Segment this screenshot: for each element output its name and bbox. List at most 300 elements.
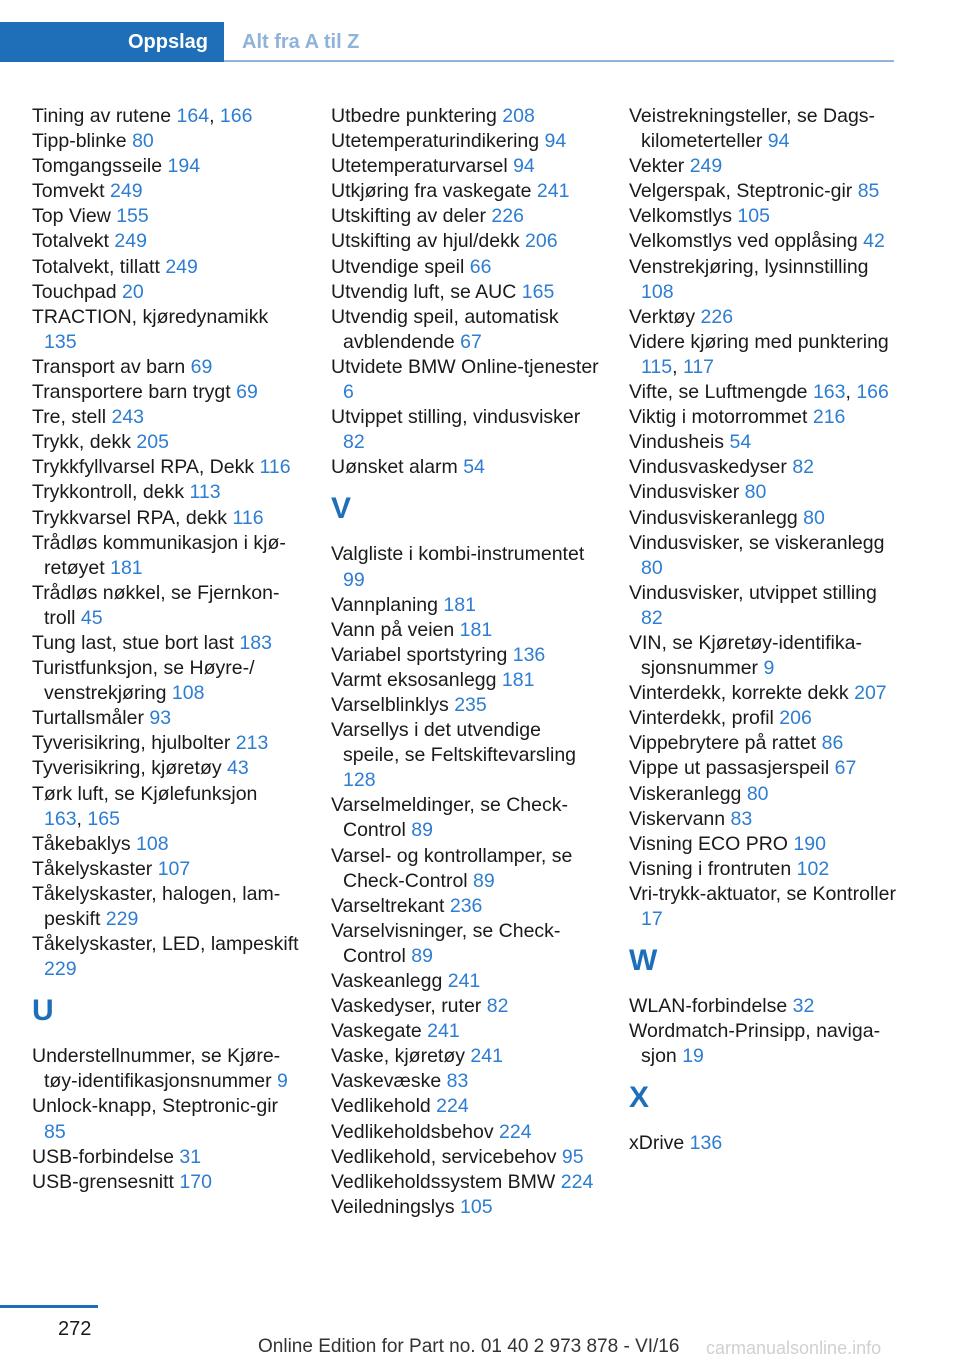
index-entry xyxy=(32,280,300,305)
index-term: Tyverisikring, hjulbolter xyxy=(32,732,236,755)
index-term: Wordmatch-Prinsipp, navigasjon xyxy=(629,1020,881,1068)
page-link[interactable]: 113 xyxy=(189,481,221,504)
index-entry xyxy=(331,255,599,280)
index-term: Utbedre punktering xyxy=(331,105,503,127)
index-term: Visning ECO PRO xyxy=(629,832,794,855)
index-column-3 xyxy=(629,104,901,1156)
index-column-2 xyxy=(331,104,599,1220)
index-entry xyxy=(32,581,300,631)
index-entry xyxy=(32,706,300,731)
edition-note: Online Edition for Part no. 01 40 2 973 878 - VI/16 xyxy=(258,1336,680,1357)
index-term: Utvendige speil xyxy=(331,255,470,278)
index-term: Vindusvisker, se viskeranlegg xyxy=(629,531,885,554)
page-link[interactable]: 116 xyxy=(232,506,264,529)
index-term: Vindusvisker, utvippet stilling xyxy=(629,581,877,604)
page-link[interactable]: 82 xyxy=(343,431,365,454)
section-letter: U xyxy=(32,994,54,1028)
page-link[interactable]: 206 xyxy=(779,707,812,730)
page-link[interactable]: 93 xyxy=(149,707,172,730)
index-entry xyxy=(331,405,599,455)
page-link[interactable]: 243 xyxy=(111,406,145,429)
index-term: Utskifting av hjul/dekk xyxy=(331,230,526,253)
index-term: Top View xyxy=(32,205,117,228)
index-term: Uønsket alarm xyxy=(331,456,464,479)
index-term: VIN, se Kjøretøy-identifikasjonsnummer xyxy=(629,631,862,680)
index-term: Touchpad xyxy=(32,280,122,303)
index-entry xyxy=(32,430,300,455)
page-link[interactable]: 241 xyxy=(427,1020,460,1043)
index-entry xyxy=(629,994,901,1019)
index-term: Tipp-blinke xyxy=(32,130,133,153)
index-entry xyxy=(629,756,901,781)
page-link[interactable]: 83 xyxy=(730,807,753,830)
page-link[interactable]: 67 xyxy=(460,330,482,353)
page-link[interactable]: 89 xyxy=(473,869,495,892)
index-entry xyxy=(331,455,599,480)
index-term: Vekter xyxy=(629,155,690,178)
index-term: Utskifting av deler xyxy=(331,205,492,228)
index-entry xyxy=(331,1145,599,1170)
index-entry xyxy=(331,1019,599,1044)
index-entry xyxy=(629,1131,901,1156)
page-link[interactable]: 82 xyxy=(792,456,815,479)
tab-alt-fra-a-til-z[interactable]: Alt fra A til Z xyxy=(242,30,360,53)
page-link[interactable]: 105 xyxy=(460,1195,493,1218)
page-link[interactable]: 69 xyxy=(236,381,258,404)
index-term: Utvendig luft, se AUC xyxy=(331,280,522,303)
page-link[interactable]: 42 xyxy=(863,230,885,253)
section-letter: W xyxy=(629,944,658,978)
page-link[interactable]: 20 xyxy=(122,280,144,303)
index-term: Trykkfyllvarsel RPA, Dekk xyxy=(32,456,260,479)
index-term: Videre kjøring med punktering xyxy=(629,330,889,353)
index-entry xyxy=(629,1019,901,1069)
index-entry xyxy=(331,1195,599,1220)
page-link[interactable]: 105 xyxy=(737,205,770,228)
index-entry xyxy=(331,793,599,843)
index-term: Varselvisninger, se Check-Control xyxy=(331,919,561,967)
index-term: Vedlikeholdssystem BMW xyxy=(331,1170,561,1193)
index-entry xyxy=(32,782,300,832)
page-link[interactable]: 207 xyxy=(854,682,887,705)
index-entry xyxy=(629,305,901,330)
index-entry xyxy=(629,857,901,882)
index-entry xyxy=(32,480,300,505)
page-link[interactable]: 236 xyxy=(449,894,483,917)
page-link[interactable]: 67 xyxy=(834,757,857,780)
page-link[interactable]: 163 xyxy=(44,807,77,830)
index-term: Transport av barn xyxy=(32,355,191,378)
page-link[interactable]: 80 xyxy=(803,506,825,529)
index-entry xyxy=(32,531,300,581)
index-entry xyxy=(331,718,599,793)
index-term: Valgliste i kombi-instrumentet xyxy=(331,543,585,566)
index-term: Vaskeanlegg xyxy=(331,970,448,992)
index-entry xyxy=(32,1145,300,1170)
page-link[interactable]: 94 xyxy=(513,155,535,178)
page-link[interactable]: 108 xyxy=(136,832,169,855)
index-entry xyxy=(629,782,901,807)
index-entry xyxy=(331,204,599,229)
index-term: Vippe ut passasjerspeil xyxy=(629,757,835,780)
index-term: Vinterdekk, profil xyxy=(629,707,780,730)
index-entry xyxy=(629,405,901,430)
page-link[interactable]: 164 xyxy=(176,105,210,127)
index-term: Utetemperaturvarsel xyxy=(331,155,514,178)
index-entry xyxy=(331,643,599,668)
page-link[interactable]: 206 xyxy=(525,230,558,253)
index-term: Vri-trykk-aktuator, se Kontroller xyxy=(629,882,896,905)
index-term: Utetemperaturindikering xyxy=(331,130,545,153)
index-term: Tung last, stue bort last xyxy=(32,631,240,654)
index-entry xyxy=(629,204,901,229)
page-link[interactable]: 85 xyxy=(857,180,880,203)
index-term: Turistfunksjon, se Høyre-/ venstrekjøring xyxy=(32,657,255,705)
page-link[interactable]: 194 xyxy=(167,155,201,178)
index-entry xyxy=(32,731,300,756)
index-term: Verktøy xyxy=(629,305,701,328)
index-entry xyxy=(32,1094,300,1144)
index-entry xyxy=(629,581,901,631)
index-entry xyxy=(32,756,300,781)
page-link[interactable]: 249 xyxy=(110,180,143,203)
index-term: Vindusviskeranlegg xyxy=(629,506,804,529)
index-term: Vaskegate xyxy=(331,1020,428,1043)
index-entry xyxy=(331,179,599,204)
index-term: Vaske, kjøretøy xyxy=(331,1045,471,1068)
page-link[interactable]: 224 xyxy=(499,1120,532,1143)
page-link[interactable]: 235 xyxy=(454,693,487,716)
index-entry xyxy=(331,280,599,305)
index-term: Viktig i motorrommet xyxy=(629,406,813,429)
index-term: Vannplaning xyxy=(331,593,444,616)
index-term: Turtallsmåler xyxy=(32,707,150,730)
index-entry xyxy=(331,894,599,919)
page-link[interactable]: 181 xyxy=(110,556,143,579)
page-link[interactable]: 94 xyxy=(544,130,567,153)
index-entry xyxy=(331,668,599,693)
index-entry xyxy=(629,506,901,531)
index-term: Varsel- og kontrollamper, se Check-Control xyxy=(331,844,573,892)
index-entry xyxy=(32,1170,300,1195)
page-link[interactable]: 6 xyxy=(343,381,354,404)
index-entry xyxy=(331,542,599,592)
index-term: Vedlikeholdsbehov xyxy=(331,1120,500,1143)
page-link[interactable]: 94 xyxy=(767,130,790,153)
page-link[interactable]: 241 xyxy=(470,1045,503,1068)
page-link[interactable]: 89 xyxy=(411,819,433,842)
index-term: Tomgangsseile xyxy=(32,155,168,178)
index-entry xyxy=(32,129,300,154)
index-entry xyxy=(32,1044,300,1094)
index-entry xyxy=(331,355,599,405)
index-entry xyxy=(331,229,599,254)
index-entry xyxy=(32,104,300,129)
index-entry xyxy=(32,154,300,179)
index-entry xyxy=(331,1044,599,1069)
index-entry xyxy=(331,618,599,643)
index-term: Vippebrytere på rattet xyxy=(629,732,822,755)
index-term: Tåkebaklys xyxy=(32,832,137,855)
page-link[interactable]: 213 xyxy=(235,732,269,755)
watermark: carmanualsonline.info xyxy=(706,1338,882,1358)
index-entry xyxy=(32,179,300,204)
page-link[interactable]: 166 xyxy=(856,381,889,404)
index-entry xyxy=(629,480,901,505)
index-term: WLAN-forbindelse xyxy=(629,995,793,1018)
index-term: Tåkelyskaster, halogen, lampeskift xyxy=(32,882,281,930)
page-link[interactable]: 165 xyxy=(87,807,120,830)
index-entry xyxy=(331,154,599,179)
index-term: Varseltrekant xyxy=(331,894,450,917)
page-link[interactable]: 32 xyxy=(792,995,815,1018)
index-term: Tyverisikring, kjøretøy xyxy=(32,757,228,780)
index-term: Unlock-knapp, Steptronic-gir xyxy=(32,1095,279,1118)
index-column-1 xyxy=(32,104,300,1195)
index-term: Vindusvaskedyser xyxy=(629,456,793,479)
page-link[interactable]: 19 xyxy=(682,1045,704,1068)
index-entry xyxy=(331,129,599,154)
index-entry xyxy=(32,832,300,857)
index-entry xyxy=(32,506,300,531)
index-entry xyxy=(629,631,901,681)
footer-accent-bar xyxy=(0,1305,98,1308)
index-term: Utkjøring fra vaskegate xyxy=(331,180,537,203)
index-entry xyxy=(629,255,901,305)
page-link[interactable]: 9 xyxy=(277,1070,288,1093)
index-term: Understellnummer, se Kjøretøy-identifikasjonsnummer xyxy=(32,1045,281,1093)
index-entry xyxy=(331,104,599,129)
page-separator: , xyxy=(76,807,88,830)
page-link[interactable]: 226 xyxy=(700,305,734,328)
page-link[interactable]: 54 xyxy=(729,431,752,454)
index-term: Viskeranlegg xyxy=(629,782,747,805)
page-link[interactable]: 224 xyxy=(560,1170,594,1193)
page-link[interactable]: 135 xyxy=(44,330,77,353)
page-link[interactable]: 85 xyxy=(44,1120,66,1143)
page-link[interactable]: 155 xyxy=(116,205,149,228)
index-term: Visning i frontruten xyxy=(629,857,797,880)
index-entry xyxy=(32,380,300,405)
index-entry xyxy=(331,1069,599,1094)
page-link[interactable]: 116 xyxy=(259,456,291,479)
page-link[interactable]: 165 xyxy=(521,280,555,303)
page-link[interactable]: 43 xyxy=(227,757,249,780)
index-entry xyxy=(32,882,300,932)
page-link[interactable]: 241 xyxy=(447,970,481,992)
page-link[interactable]: 115 xyxy=(641,355,673,378)
page-link[interactable]: 205 xyxy=(136,431,169,454)
index-term: Totalvekt xyxy=(32,230,115,253)
index-term: Trykkontroll, dekk xyxy=(32,481,190,504)
index-term: xDrive xyxy=(629,1132,690,1155)
page-link[interactable]: 80 xyxy=(744,481,767,504)
page-link[interactable]: 107 xyxy=(157,857,191,880)
index-term: Tørk luft, se Kjølefunksjon xyxy=(32,782,258,805)
index-entry xyxy=(629,330,901,380)
page-link[interactable]: 54 xyxy=(463,456,485,479)
index-term: Viskervann xyxy=(629,807,731,830)
index-term: Velgerspak, Steptronic-gir xyxy=(629,180,858,203)
page-number: 272 xyxy=(58,1318,92,1340)
page-link[interactable]: 170 xyxy=(179,1170,212,1193)
index-entry xyxy=(331,994,599,1019)
index-term: Trådløs kommunikasjon i kjøretøyet xyxy=(32,531,286,579)
index-entry xyxy=(331,1170,599,1195)
page-link[interactable]: 108 xyxy=(171,682,205,705)
page-link[interactable]: 181 xyxy=(459,618,493,641)
index-term: USB-forbindelse xyxy=(32,1145,180,1168)
index-term: Transportere barn trygt xyxy=(32,381,237,404)
index-entry xyxy=(629,104,901,154)
index-entry xyxy=(32,305,300,355)
page-link[interactable]: 249 xyxy=(114,230,147,253)
header-divider xyxy=(224,60,894,62)
index-term: Trådløs nøkkel, se Fjernkontroll xyxy=(32,581,280,629)
index-term: Vaskedyser, ruter xyxy=(331,995,487,1018)
page-separator: , xyxy=(845,381,857,404)
page-link[interactable]: 181 xyxy=(443,593,476,616)
page-link[interactable]: 226 xyxy=(491,205,524,228)
index-term: Varselblinklys xyxy=(331,693,455,716)
index-entry xyxy=(32,455,300,480)
index-entry xyxy=(629,531,901,581)
page-link[interactable]: 95 xyxy=(561,1145,584,1168)
index-term: Varmt eksosanlegg xyxy=(331,668,502,691)
index-entry xyxy=(629,807,901,832)
index-term: Tåkelyskaster xyxy=(32,857,158,880)
index-term: Varsellys i det utvendige speile, se Feltskiftevarsling xyxy=(331,719,577,767)
page-link[interactable]: 31 xyxy=(179,1145,202,1168)
header xyxy=(0,0,960,62)
index-term: TRACTION, kjøredynamikk xyxy=(32,305,269,328)
page-link[interactable]: 83 xyxy=(446,1070,469,1093)
index-entry xyxy=(629,832,901,857)
index-term: Variabel sportstyring xyxy=(331,643,513,666)
index-term: Veiledningslys xyxy=(331,1195,460,1218)
section-letter: X xyxy=(629,1081,650,1115)
index-entry xyxy=(629,430,901,455)
page-link[interactable]: 9 xyxy=(763,657,775,680)
section-letter: V xyxy=(331,492,352,526)
index-term: Tre, stell xyxy=(32,406,112,429)
index-entry xyxy=(331,1120,599,1145)
index-entry xyxy=(629,455,901,480)
index-entry xyxy=(331,919,599,969)
index-entry xyxy=(629,380,901,405)
index-term: Tomvekt xyxy=(32,180,111,203)
page-link[interactable]: 80 xyxy=(132,130,154,153)
page-link[interactable]: 80 xyxy=(746,782,769,805)
page-link[interactable]: 102 xyxy=(796,857,830,880)
page-link[interactable]: 241 xyxy=(536,180,570,203)
index-entry xyxy=(32,355,300,380)
page-link[interactable]: 89 xyxy=(411,944,433,967)
index-term: Vaskevæske xyxy=(331,1070,447,1093)
page-separator: , xyxy=(672,355,683,378)
page-link[interactable]: 163 xyxy=(812,381,846,404)
index-entry xyxy=(331,969,599,994)
page-link[interactable]: 229 xyxy=(44,958,77,981)
page-link[interactable]: 208 xyxy=(502,105,535,127)
page-link[interactable]: 66 xyxy=(469,255,492,278)
page-link[interactable]: 229 xyxy=(105,908,139,930)
index-entry xyxy=(32,857,300,882)
index-term: Venstrekjøring, lysinnstilling xyxy=(629,255,869,278)
page-link[interactable]: 99 xyxy=(343,568,365,591)
index-term: Vinterdekk, korrekte dekk xyxy=(629,682,855,705)
page-link[interactable]: 82 xyxy=(641,606,663,629)
index-term: Velkomstlys xyxy=(629,205,738,228)
page-link[interactable]: 249 xyxy=(689,155,723,178)
index-entry xyxy=(629,706,901,731)
page-link[interactable]: 216 xyxy=(812,406,846,429)
index-entry xyxy=(629,229,901,254)
page-link[interactable]: 128 xyxy=(343,769,376,792)
page-link[interactable]: 82 xyxy=(486,995,509,1018)
page-link[interactable]: 166 xyxy=(219,105,253,127)
index-entry xyxy=(629,681,901,706)
index-term: Vindusheis xyxy=(629,431,730,454)
page-link[interactable]: 69 xyxy=(190,355,213,378)
page-link[interactable]: 249 xyxy=(165,255,198,278)
index-term: Velkomstlys ved opplåsing xyxy=(629,230,864,253)
page-link[interactable]: 224 xyxy=(436,1095,469,1118)
index-entry xyxy=(32,204,300,229)
index-term: Veistrekningsteller, se Dagskilometerteller xyxy=(629,105,876,153)
page-link[interactable]: 190 xyxy=(793,832,826,855)
index-term: Utvidete BMW Online-tjenester xyxy=(331,355,599,378)
index-entry xyxy=(331,593,599,618)
index-entry xyxy=(32,255,300,280)
index-term: Vedlikehold xyxy=(331,1095,437,1118)
index-term: Vifte, se Luftmengde xyxy=(629,381,813,404)
page-link[interactable]: 136 xyxy=(689,1132,723,1155)
page-link[interactable]: 117 xyxy=(682,355,715,378)
page-link[interactable]: 181 xyxy=(501,668,535,691)
index-entry xyxy=(331,844,599,894)
index-term: Totalvekt, tillatt xyxy=(32,255,166,278)
index-term: USB-grensesnitt xyxy=(32,1170,180,1193)
index-entry xyxy=(331,693,599,718)
index-entry xyxy=(32,932,300,982)
index-term: Tining av rutene xyxy=(32,105,177,127)
index-entry xyxy=(331,1094,599,1119)
index-term: Vedlikehold, servicebehov xyxy=(331,1145,562,1168)
tab-oppslag[interactable]: Oppslag xyxy=(0,22,224,62)
page-link[interactable]: 86 xyxy=(821,732,844,755)
index-entry xyxy=(629,731,901,756)
index-term: Vann på veien xyxy=(331,618,460,641)
page-link[interactable]: 183 xyxy=(239,631,272,654)
page-link[interactable]: 17 xyxy=(641,908,663,930)
page-separator: , xyxy=(209,105,220,127)
index-entry xyxy=(629,179,901,204)
index-entry xyxy=(32,631,300,656)
page-link[interactable]: 45 xyxy=(80,606,103,629)
index-entry xyxy=(331,305,599,355)
index-term: Utvendig speil, automatisk avblendende xyxy=(331,305,559,353)
index-term: Varselmeldinger, se Check-Control xyxy=(331,794,568,842)
page-link[interactable]: 80 xyxy=(641,556,663,579)
index-entry xyxy=(32,405,300,430)
index-term: Vindusvisker xyxy=(629,481,745,504)
index-entry xyxy=(32,229,300,254)
page-link[interactable]: 108 xyxy=(641,280,674,303)
index-entry xyxy=(629,882,901,932)
index-term: Trykkvarsel RPA, dekk xyxy=(32,506,233,529)
page-link[interactable]: 136 xyxy=(512,643,546,666)
